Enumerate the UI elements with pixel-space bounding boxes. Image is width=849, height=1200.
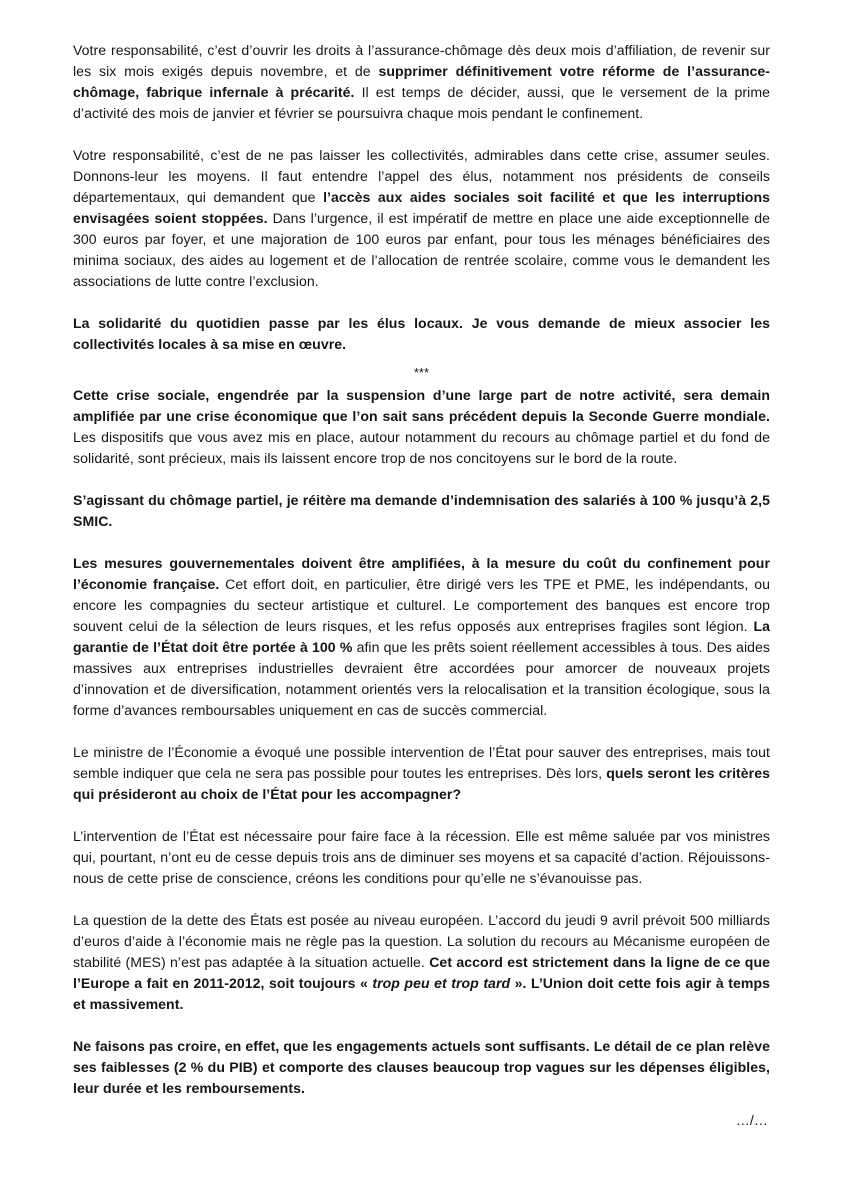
bold-text-segment: Ne faisons pas croire, en effet, que les engagements actuels sont suffisants. Le détail de ce plan relève ses faiblesses (2 % du PIB) et comporte des clauses beaucoup trop vagues sur les dépenses éligibles, leur durée et les remboursements.	[73, 1038, 770, 1096]
paragraph-solidarite-quotidien	[73, 313, 770, 355]
bold-italic-text-segment: trop peu et trop tard	[372, 975, 511, 991]
bold-text-segment: Les mesures gouvernementales doivent être amplifiées, à la mesure du coût du confinement pour l’économie française.	[73, 555, 770, 592]
text-segment: afin que les prêts soient réellement accessibles à tous. Des aides massives aux entreprises industrielles devraient être accordées pour amorcer de nouveaux projets d’innovation et de diversification, notamment orientés vers la relocalisation et la transition écologique, sous la forme d’avances remboursables uniquement en cas de succès commercial.	[73, 639, 770, 718]
bold-text-segment: ». L’Union doit cette fois agir à temps et massivement.	[73, 975, 770, 1012]
text-segment: Votre responsabilité, c’est de ne pas laisser les collectivités, admirables dans cette crise, assumer seules. Donnons-leur les moyens. Il faut entendre l’appel des élus, notamment nos présidents de conseils départementaux, qui demandent que	[73, 147, 770, 205]
continuation-mark: …/…	[735, 1112, 768, 1128]
bold-text-segment: Cet accord est strictement dans la ligne de ce que l’Europe a fait en 2011-2012, soit toujours «	[73, 954, 770, 991]
text-segment: Dans l’urgence, il est impératif de mettre en place une aide exceptionnelle de 300 euros par foyer, et une majoration de 100 euros par enfant, pour tous les ménages bénéficiaires des minima sociaux, des aides au logement et de l’allocation de rentrée scolaire, comme vous le demandent les associations de lutte contre l’exclusion.	[73, 210, 770, 289]
bold-text-segment: S’agissant du chômage partiel, je réitère ma demande d’indemnisation des salariés à 100 % jusqu’à 2,5 SMIC.	[73, 492, 770, 529]
paragraph-collectivites	[73, 145, 770, 292]
text-segment: L’intervention de l’État est nécessaire pour faire face à la récession. Elle est même saluée par vos ministres qui, pourtant, n’ont eu de cesse depuis trois ans de diminuer ses moyens et sa capacité d’action. Réjouissons-nous de cette prise de conscience, créons les conditions pour qu’elle ne s’évanouisse pas.	[73, 828, 770, 886]
bold-text-segment: La solidarité du quotidien passe par les élus locaux. Je vous demande de mieux associer les collectivités locales à sa mise en œuvre.	[73, 315, 770, 352]
bold-text-segment: l’accès aux aides sociales soit facilité et que les interruptions envisagées soient stoppées.	[73, 189, 770, 226]
paragraph-assurance-chomage	[73, 40, 770, 124]
paragraph-engagements-actuels	[73, 1036, 770, 1099]
paragraph-chomage-partiel	[73, 490, 770, 532]
text-segment: Le ministre de l’Économie a évoqué une possible intervention de l’État pour sauver des entreprises, mais tout semble indiquer que cela ne sera pas possible pour toutes les entreprises. Dès lors,	[73, 744, 770, 781]
text-segment: La question de la dette des États est posée au niveau européen. L’accord du jeudi 9 avril prévoit 500 milliards d’euros d’aide à l’économie mais ne règle pas la question. La solution du recours au Mécanisme européen de stabilité (MES) n’est pas adaptée à la situation actuelle.	[73, 912, 770, 970]
paragraph-ministre-economie	[73, 742, 770, 805]
text-segment: Il est temps de décider, aussi, que le versement de la prime d’activité des mois de janvier et février se poursuivra chaque mois pendant le confinement.	[73, 84, 770, 121]
paragraph-crise-sociale	[73, 385, 770, 469]
paragraph-mesures-gouvernementales	[73, 553, 770, 721]
section-separator: ***	[413, 365, 430, 380]
paragraph-intervention-etat	[73, 826, 770, 889]
paragraph-dette-etats	[73, 910, 770, 1015]
bold-text-segment: La garantie de l’État doit être portée à 100 %	[73, 618, 770, 655]
bold-text-segment: Cette crise sociale, engendrée par la suspension d’une large part de notre activité, sera demain amplifiée par une crise économique que l’on sait sans précédent depuis la Seconde Guerre mondiale.	[73, 387, 770, 424]
text-segment: Les dispositifs que vous avez mis en place, autour notamment du recours au chômage partiel et du fond de solidarité, sont précieux, mais ils laissent encore trop de nos concitoyens sur le bord de la route.	[73, 429, 770, 466]
text-segment: Votre responsabilité, c’est d’ouvrir les droits à l’assurance-chômage dès deux mois d’affiliation, de revenir sur les six mois exigés depuis novembre, et de	[73, 42, 770, 79]
bold-text-segment: quels seront les critères qui présideront au choix de l’État pour les accompagner?	[73, 765, 770, 802]
bold-text-segment: supprimer définitivement votre réforme de l’assurance-chômage, fabrique infernale à précarité.	[73, 63, 770, 100]
text-segment: Cet effort doit, en particulier, être dirigé vers les TPE et PME, les indépendants, ou encore les compagnies du secteur artistique et culturel. Le comportement des banques est encore trop souvent celui de la sélection de leurs risques, et les refus opposés aux entreprises fragiles sont légion.	[73, 576, 770, 634]
document-page	[73, 40, 770, 1131]
